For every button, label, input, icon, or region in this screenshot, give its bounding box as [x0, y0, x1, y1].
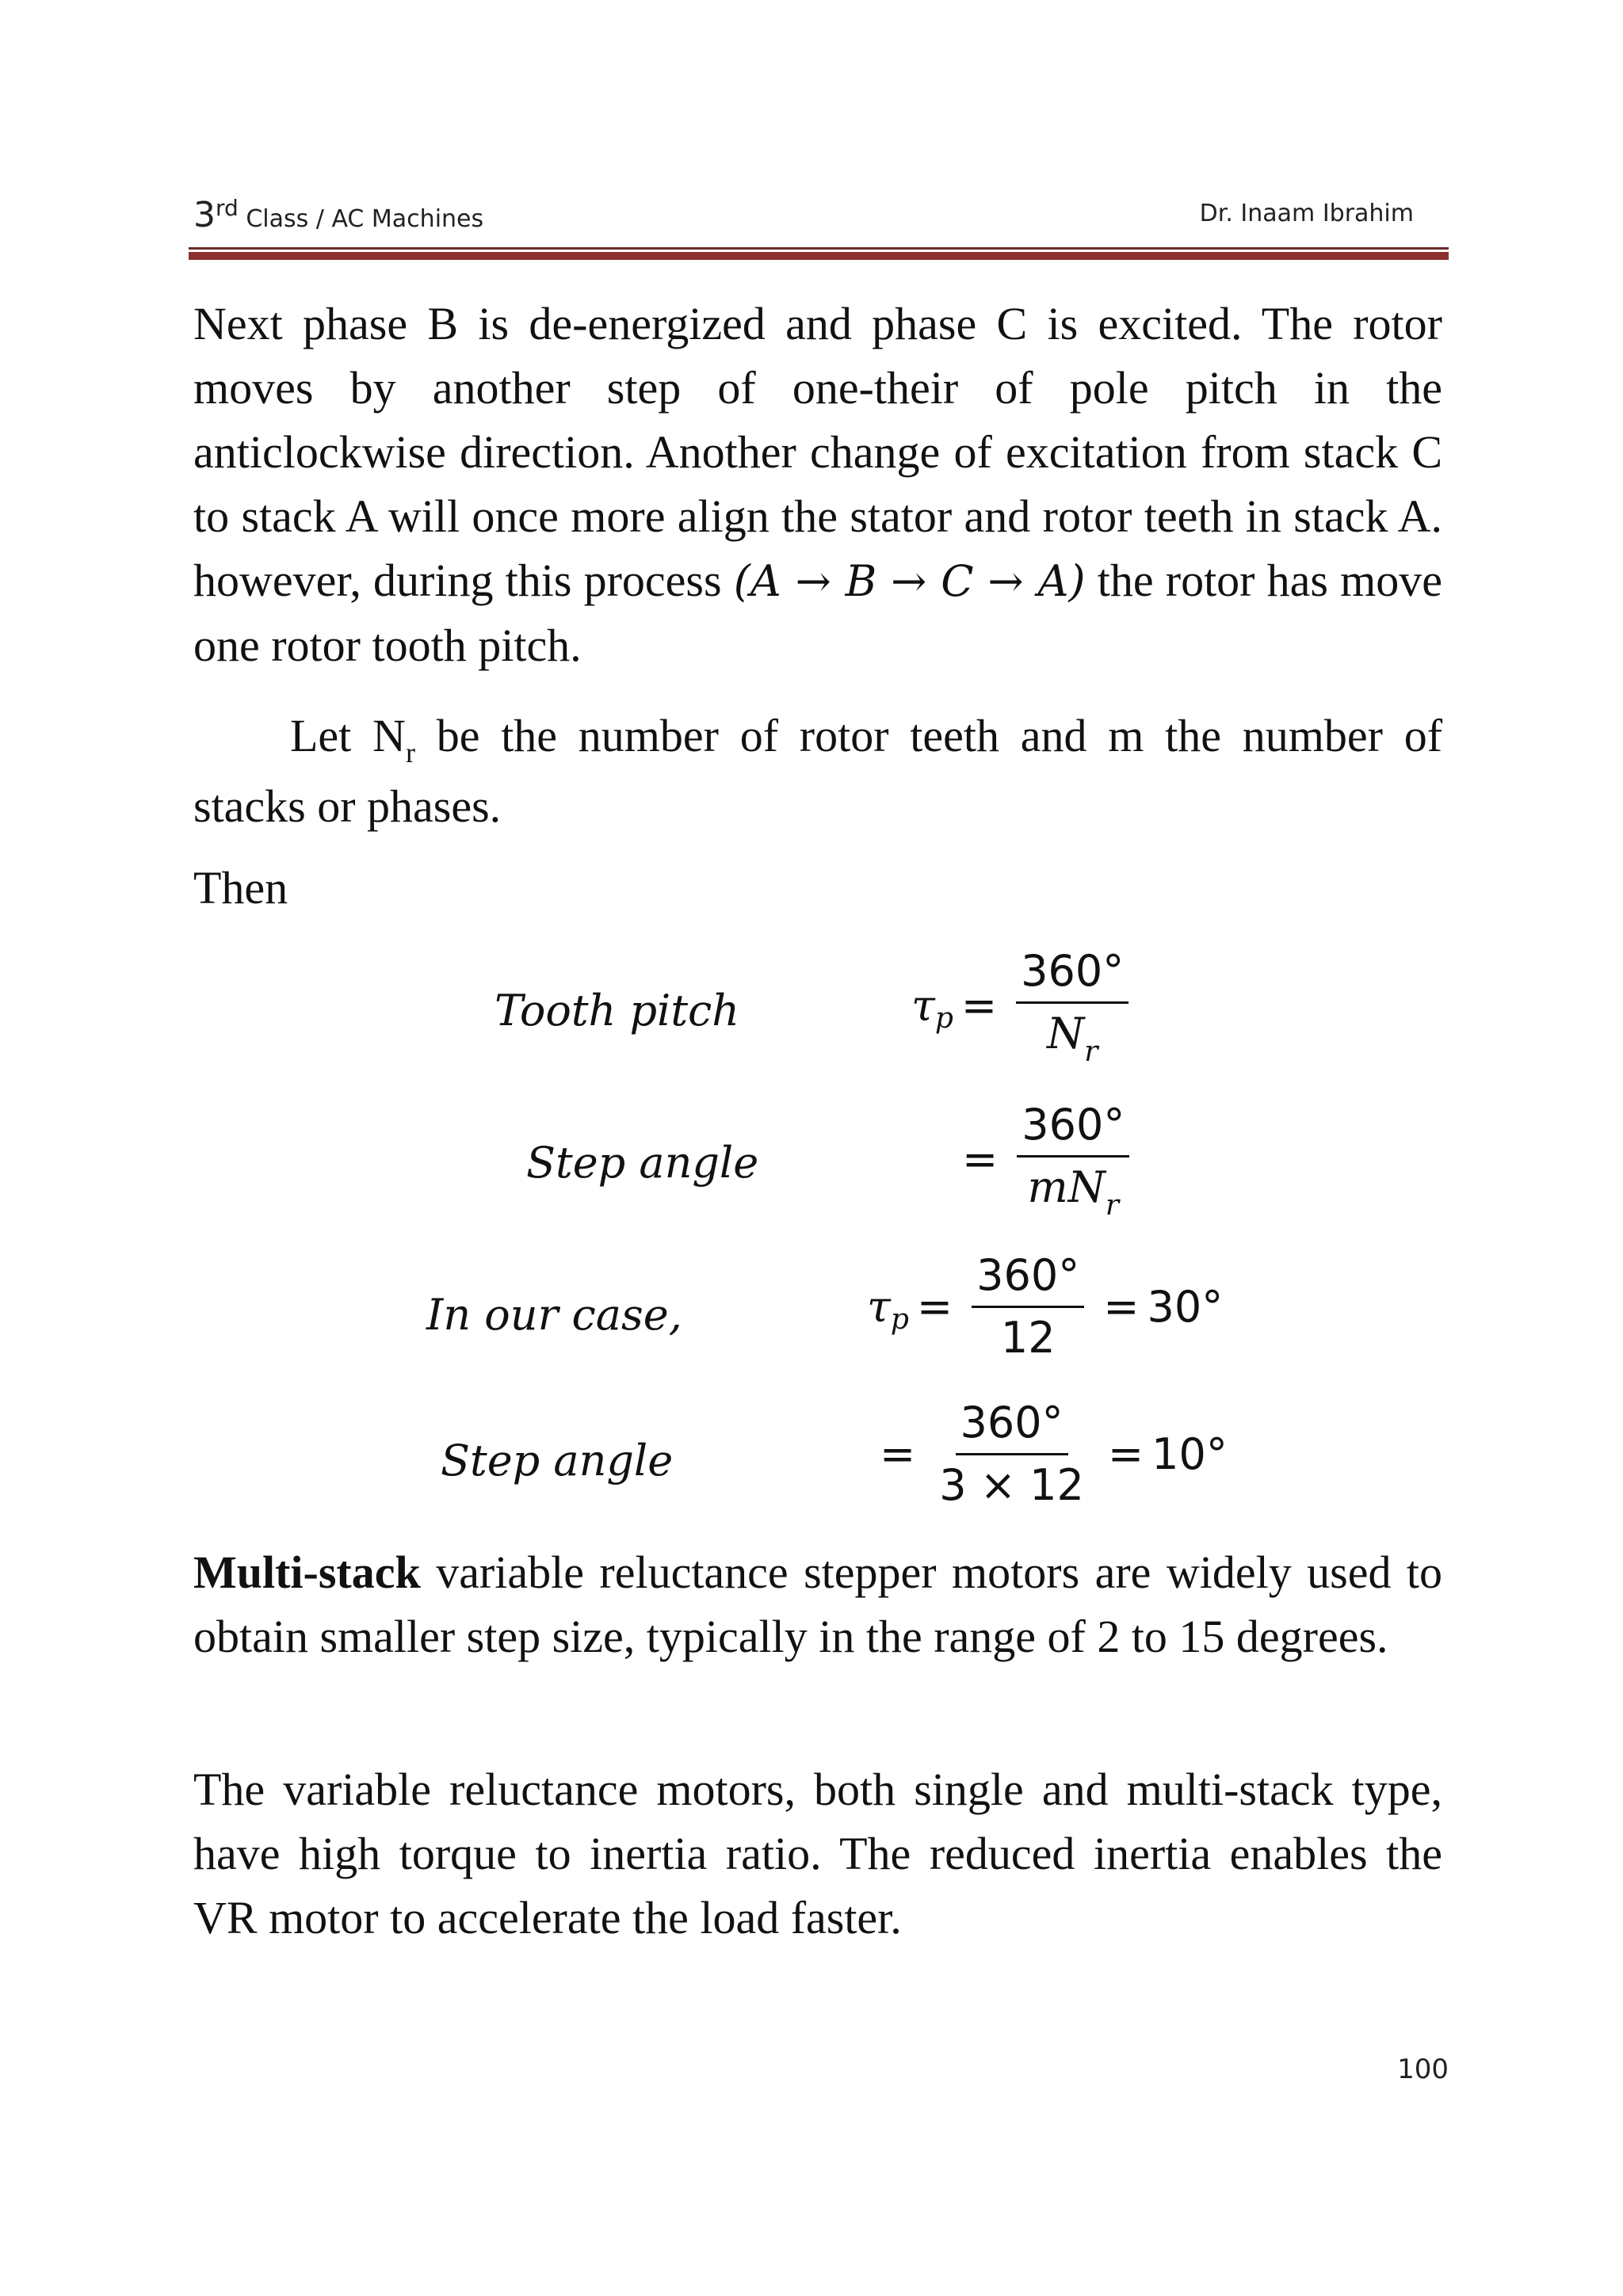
tau-symbol: τ — [911, 980, 935, 1031]
equation-label-step-angle-value: Step angle — [441, 1436, 674, 1486]
equation-tooth-pitch-value — [867, 1250, 1223, 1363]
paragraph-text: Let N — [290, 710, 406, 761]
paragraph-text: Next phase B is de-energized and phase C is excited. The rotor moves by another step of one-their of pole pitch in the anticlockwise direction. Another change of excitation from stack C to stack A will once more align the stator and rotor teeth in stack A. however, during this process — [193, 298, 1442, 606]
tau-symbol: τ — [867, 1282, 891, 1332]
inline-math-sequence: (A → B → C → A) — [733, 556, 1086, 606]
fraction-numerator: 360° — [1017, 1100, 1129, 1158]
paragraph-multi-stack — [193, 1540, 1442, 1669]
equation-step-angle — [954, 1100, 1140, 1222]
fraction — [1017, 1100, 1129, 1222]
result-value: 10° — [1151, 1429, 1228, 1479]
paragraph-phase-excitation — [193, 292, 1442, 677]
equals-sign: = — [1107, 1429, 1144, 1479]
paragraph-text: Then — [193, 862, 288, 913]
equals-sign: = — [962, 1134, 999, 1184]
equals-sign: = — [960, 980, 998, 1031]
denominator-symbol: mN — [1027, 1162, 1106, 1212]
header-course-title — [193, 195, 483, 235]
equals-sign: = — [880, 1429, 916, 1479]
fraction-denominator — [1022, 1158, 1124, 1222]
subscript-r: r — [405, 737, 415, 769]
fraction-denominator — [1042, 1004, 1102, 1068]
subscript-r: r — [1084, 1035, 1098, 1068]
subscript-p: p — [934, 1001, 953, 1035]
paragraph-text: variable reluctance stepper motors are widely used to obtain smaller step size, typically in the range of 2 to 15 degrees. — [193, 1547, 1442, 1662]
fraction-denominator: 12 — [1000, 1313, 1056, 1363]
fraction-numerator: 360° — [956, 1398, 1068, 1455]
header-divider-thin — [189, 247, 1449, 250]
equation-label-tooth-pitch: Tooth pitch — [495, 986, 740, 1035]
fraction-numerator: 360° — [972, 1250, 1084, 1308]
header-course-text: Class / AC Machines — [238, 205, 484, 233]
page-number: 100 — [1397, 2054, 1449, 2085]
header-class-suffix: rd — [216, 195, 239, 221]
fraction — [972, 1250, 1084, 1363]
paragraph-text: be the number of rotor teeth and m the number of stacks or phases. — [193, 710, 1443, 832]
equals-sign: = — [1103, 1282, 1140, 1332]
equals-sign: = — [916, 1282, 953, 1332]
fraction — [934, 1398, 1089, 1511]
paragraph-text: the rotor has move one rotor tooth pitch. — [193, 555, 1442, 671]
header-class-number: 3 — [193, 195, 216, 235]
paragraph-text: The variable reluctance motors, both single and multi-stack type, have high torque to inertia ratio. The reduced inertia enables the VR motor to accelerate the load faster. — [193, 1764, 1442, 1943]
fraction-numerator: 360° — [1016, 946, 1128, 1004]
paragraph-definitions — [193, 704, 1442, 838]
equation-label-step-angle: Step angle — [526, 1138, 759, 1188]
equation-step-angle-value — [872, 1398, 1228, 1511]
header-divider-thick — [189, 252, 1449, 260]
equation-tooth-pitch — [911, 946, 1140, 1068]
bold-term: Multi-stack — [193, 1547, 421, 1598]
fraction — [1016, 946, 1128, 1068]
paragraph-then — [193, 856, 1442, 920]
equation-label-in-our-case: In our case, — [426, 1290, 682, 1340]
result-value: 30° — [1147, 1282, 1224, 1332]
fraction-denominator: 3 × 12 — [939, 1460, 1084, 1510]
paragraph-vr-motors — [193, 1757, 1442, 1950]
subscript-r: r — [1105, 1189, 1120, 1222]
header-author: Dr. Inaam Ibrahim — [1199, 200, 1414, 227]
subscript-p: p — [890, 1303, 909, 1336]
denominator-symbol: N — [1046, 1009, 1085, 1058]
